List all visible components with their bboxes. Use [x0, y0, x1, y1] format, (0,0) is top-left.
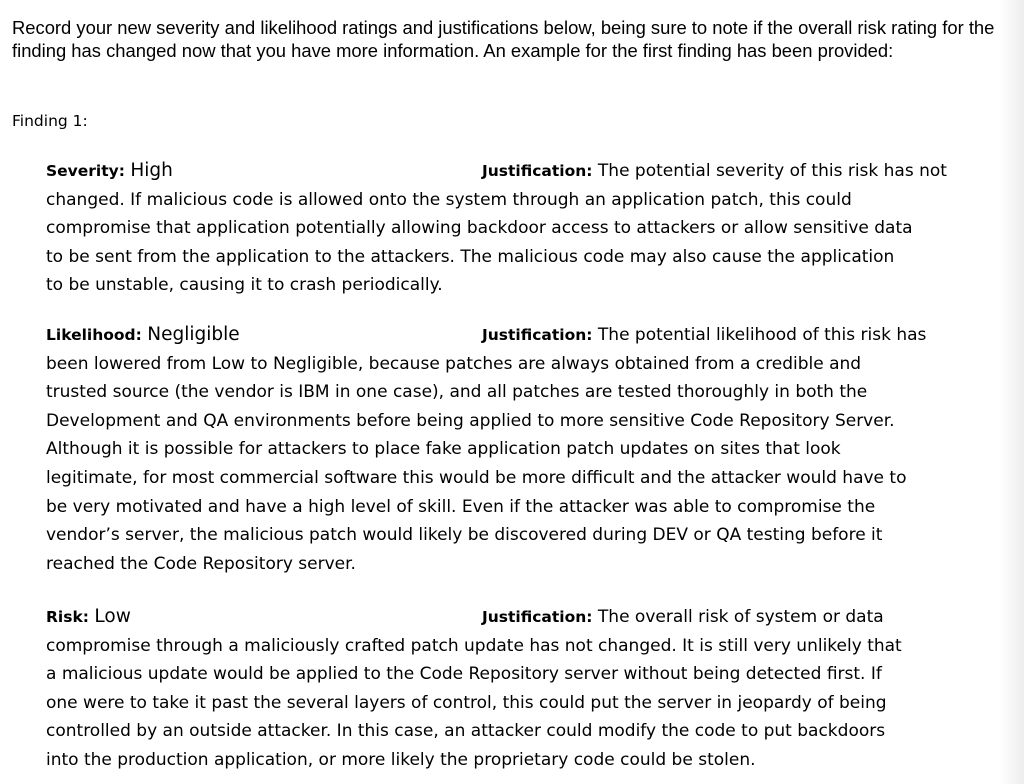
instructions-paragraph: Record your new severity and likelihood ratings and justifications below, being sure to note if the overall risk rating for the finding has changed now that you have more information. An example for the first finding has been provided: [12, 17, 995, 61]
severity-justification-line: to be unstable, causing it to crash periodically. [46, 275, 443, 296]
likelihood-justification-line: vendor’s server, the malicious patch would likely be discovered during DEV or QA testing before it [46, 525, 883, 546]
likelihood-value: Negligible [147, 324, 240, 345]
risk-justification-line: controlled by an outside attacker. In this case, an attacker could modify the code to put backdoors [46, 721, 886, 742]
severity-justification-line: to be sent from the application to the attackers. The malicious code may also cause the application [46, 246, 895, 267]
risk-justification-line: into the production application, or more likely the proprietary code could be stolen. [46, 749, 756, 770]
severity-section [46, 157, 1012, 300]
likelihood-label: Likelihood: [46, 326, 142, 344]
likelihood-section [46, 321, 1012, 578]
likelihood-justification-lead [482, 321, 1012, 350]
severity-justification-lead [482, 157, 1012, 186]
likelihood-justification-line: Although it is possible for attackers to place fake application patch updates on sites that look [46, 439, 841, 460]
likelihood-justification-line: legitimate, for most commercial software this would be more difficult and the attacker would have to [46, 467, 907, 488]
severity-header-row [46, 157, 1012, 186]
risk-section [46, 603, 1012, 775]
severity-value: High [130, 160, 173, 181]
likelihood-header-row [46, 321, 1012, 350]
finding-title: Finding 1: [12, 112, 88, 130]
severity-justification-line: compromise that application potentially allowing backdoor access to attackers or allow sensitive data [46, 218, 913, 239]
likelihood-justification-line: reached the Code Repository server. [46, 553, 356, 574]
risk-justification-line: compromise through a maliciously crafted patch update has not changed. It is still very unlikely that [46, 635, 902, 656]
severity-rating [46, 157, 482, 186]
risk-justification-line: one were to take it past the several layers of control, this could put the server in jeopardy of being [46, 692, 887, 713]
justification-label: Justification: [482, 326, 593, 344]
likelihood-rating [46, 321, 482, 350]
risk-value: Low [94, 606, 131, 627]
likelihood-justification-line: be very motivated and have a high level of skill. Even if the attacker was able to compromise the [46, 496, 876, 517]
justification-label: Justification: [482, 162, 593, 180]
likelihood-justification-line: been lowered from Low to Negligible, because patches are always obtained from a credible and [46, 353, 862, 374]
likelihood-justification-first-line: The potential likelihood of this risk has [597, 325, 927, 345]
risk-label: Risk: [46, 608, 89, 626]
severity-label: Severity: [46, 162, 125, 180]
risk-header-row [46, 603, 1012, 632]
severity-justification-line: changed. If malicious code is allowed onto the system through an application patch, this could [46, 189, 852, 210]
likelihood-justification-line: trusted source (the vendor is IBM in one case), and all patches are tested thoroughly in both the [46, 382, 868, 403]
risk-justification-first-line: The overall risk of system or data [597, 607, 884, 627]
likelihood-justification-line: Development and QA environments before being applied to more sensitive Code Repository Server. [46, 410, 895, 431]
risk-justification-lead [482, 603, 1012, 632]
risk-rating [46, 603, 482, 632]
severity-justification-first-line: The potential severity of this risk has not [597, 161, 947, 181]
justification-label: Justification: [482, 608, 593, 626]
risk-justification-line: a malicious update would be applied to the Code Repository server without being detected first. If [46, 664, 882, 685]
